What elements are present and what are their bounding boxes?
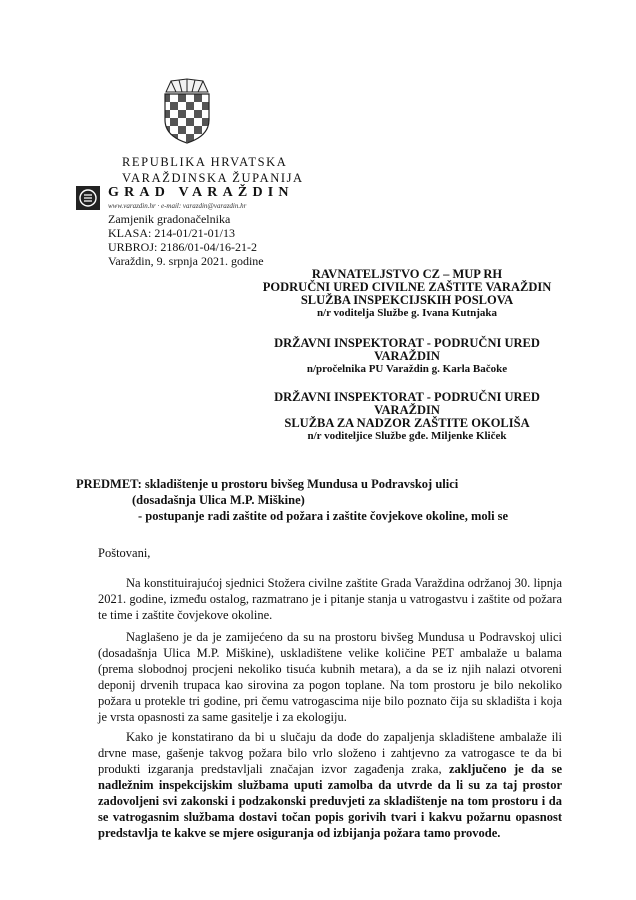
recipient-block-1 bbox=[262, 268, 552, 320]
recipient-line: VARAŽDIN bbox=[374, 349, 440, 363]
recipient-line: DRŽAVNI INSPEKTORAT - PODRUČNI URED bbox=[274, 336, 540, 350]
klasa: KLASA: 214-01/21-01/13 bbox=[108, 226, 235, 240]
country-name: REPUBLIKA HRVATSKA bbox=[122, 155, 288, 169]
paragraph-text: Kako je konstatirano da bi u slučaju da dođe do zapaljenja skladištene ambalaže ili drvne mase, gašenje takvog požara bilo vrlo složeno i zahtjevno za vatrogasce te da bi produkti izgaranja predstavljali značajan izvor zagađenja zraka, bbox=[98, 730, 562, 776]
coat-of-arms-icon bbox=[162, 78, 212, 144]
subject-line: - postupanje radi zaštite od požara i zaštite čovjekove okoline, moli se bbox=[138, 509, 509, 523]
recipient-block-3 bbox=[262, 391, 552, 443]
recipient-attention: n/r voditelja Službe g. Ivana Kutnjaka bbox=[316, 307, 498, 319]
city-name: GRAD VARAŽDIN bbox=[108, 185, 294, 200]
paragraph-1: Na konstituirajućoj sjednici Stožera civilne zaštite Grada Varaždina održanoj 30. lipnja 2021. godine, između ostalog, razmatrano je i pitanje stanja u vatrogastvu i zaštite od požara te time i zaštite čovjekove okoline. bbox=[98, 576, 562, 622]
document-date: Varaždin, 9. srpnja 2021. godine bbox=[108, 254, 264, 268]
paragraph-bold-text: zaključeno je da se nadležnim inspekcijskim službama uputi zamolba da utvrde da li su za taj prostor zadovoljeni svi zakonski i podzakonski preduvjeti za skladištenje na tom prostoru i da se vatrogasnim službama dostavi točan popis gorivih tvari i kakvu požarnu opasnost predstavlja te kakve se mjere osiguranja od izbijanja požara tamo provode. bbox=[98, 762, 562, 840]
recipient-block-2 bbox=[262, 337, 552, 376]
county-name: VARAŽDINSKA ŽUPANIJA bbox=[122, 171, 304, 185]
city-contact: www.varazdin.hr · e-mail: varazdin@varazdin.hr bbox=[108, 202, 247, 210]
greeting: Poštovani, bbox=[98, 546, 151, 560]
recipient-line: SLUŽBA ZA NADZOR ZAŠTITE OKOLIŠA bbox=[284, 416, 530, 430]
recipient-line: RAVNATELJSTVO CZ – MUP RH bbox=[311, 267, 503, 281]
subject-block bbox=[76, 476, 508, 524]
paragraph-3 bbox=[98, 729, 562, 841]
city-logo-icon bbox=[76, 186, 100, 210]
recipient-line: PODRUČNI URED CIVILNE ZAŠTITE VARAŽDIN bbox=[262, 280, 552, 294]
recipient-attention: n/pročelnika PU Varaždin g. Karla Bačoke bbox=[306, 363, 508, 375]
office-name: Zamjenik gradonačelnika bbox=[108, 212, 231, 226]
recipient-line: DRŽAVNI INSPEKTORAT - PODRUČNI URED bbox=[274, 390, 540, 404]
recipient-line: SLUŽBA INSPEKCIJSKIH POSLOVA bbox=[300, 293, 514, 307]
recipient-line: VARAŽDIN bbox=[374, 403, 440, 417]
urbroj: URBROJ: 2186/01-04/16-21-2 bbox=[108, 240, 258, 254]
subject-line: (dosadašnja Ulica M.P. Miškine) bbox=[132, 493, 305, 507]
recipient-attention: n/r voditeljice Službe gđe. Miljenke Kliček bbox=[307, 430, 507, 442]
subject-line: PREDMET: skladištenje u prostoru bivšeg Mundusa u Podravskoj ulici bbox=[76, 477, 459, 491]
paragraph-2: Naglašeno je da je zamijećeno da su na prostoru bivšeg Mundusa u Podravskoj ulici (dosadašnja Ulica M.P. Miškine), uskladištene velike količine PET ambalaže u balama (prema slobodnoj procjeni nekoliko tisuća kubnih metara), a da se iz njih nalazi otvoreni deponij drvenih trupaca kao sirovina za pogon toplane. Na tom prostoru je bilo nekoliko požara u protekle tri godine, pri čemu vatrogascima nije bilo poznato čija su skladišta i koja je vrsta opasnosti za same gasitelje i za ekologiju. bbox=[98, 630, 562, 724]
